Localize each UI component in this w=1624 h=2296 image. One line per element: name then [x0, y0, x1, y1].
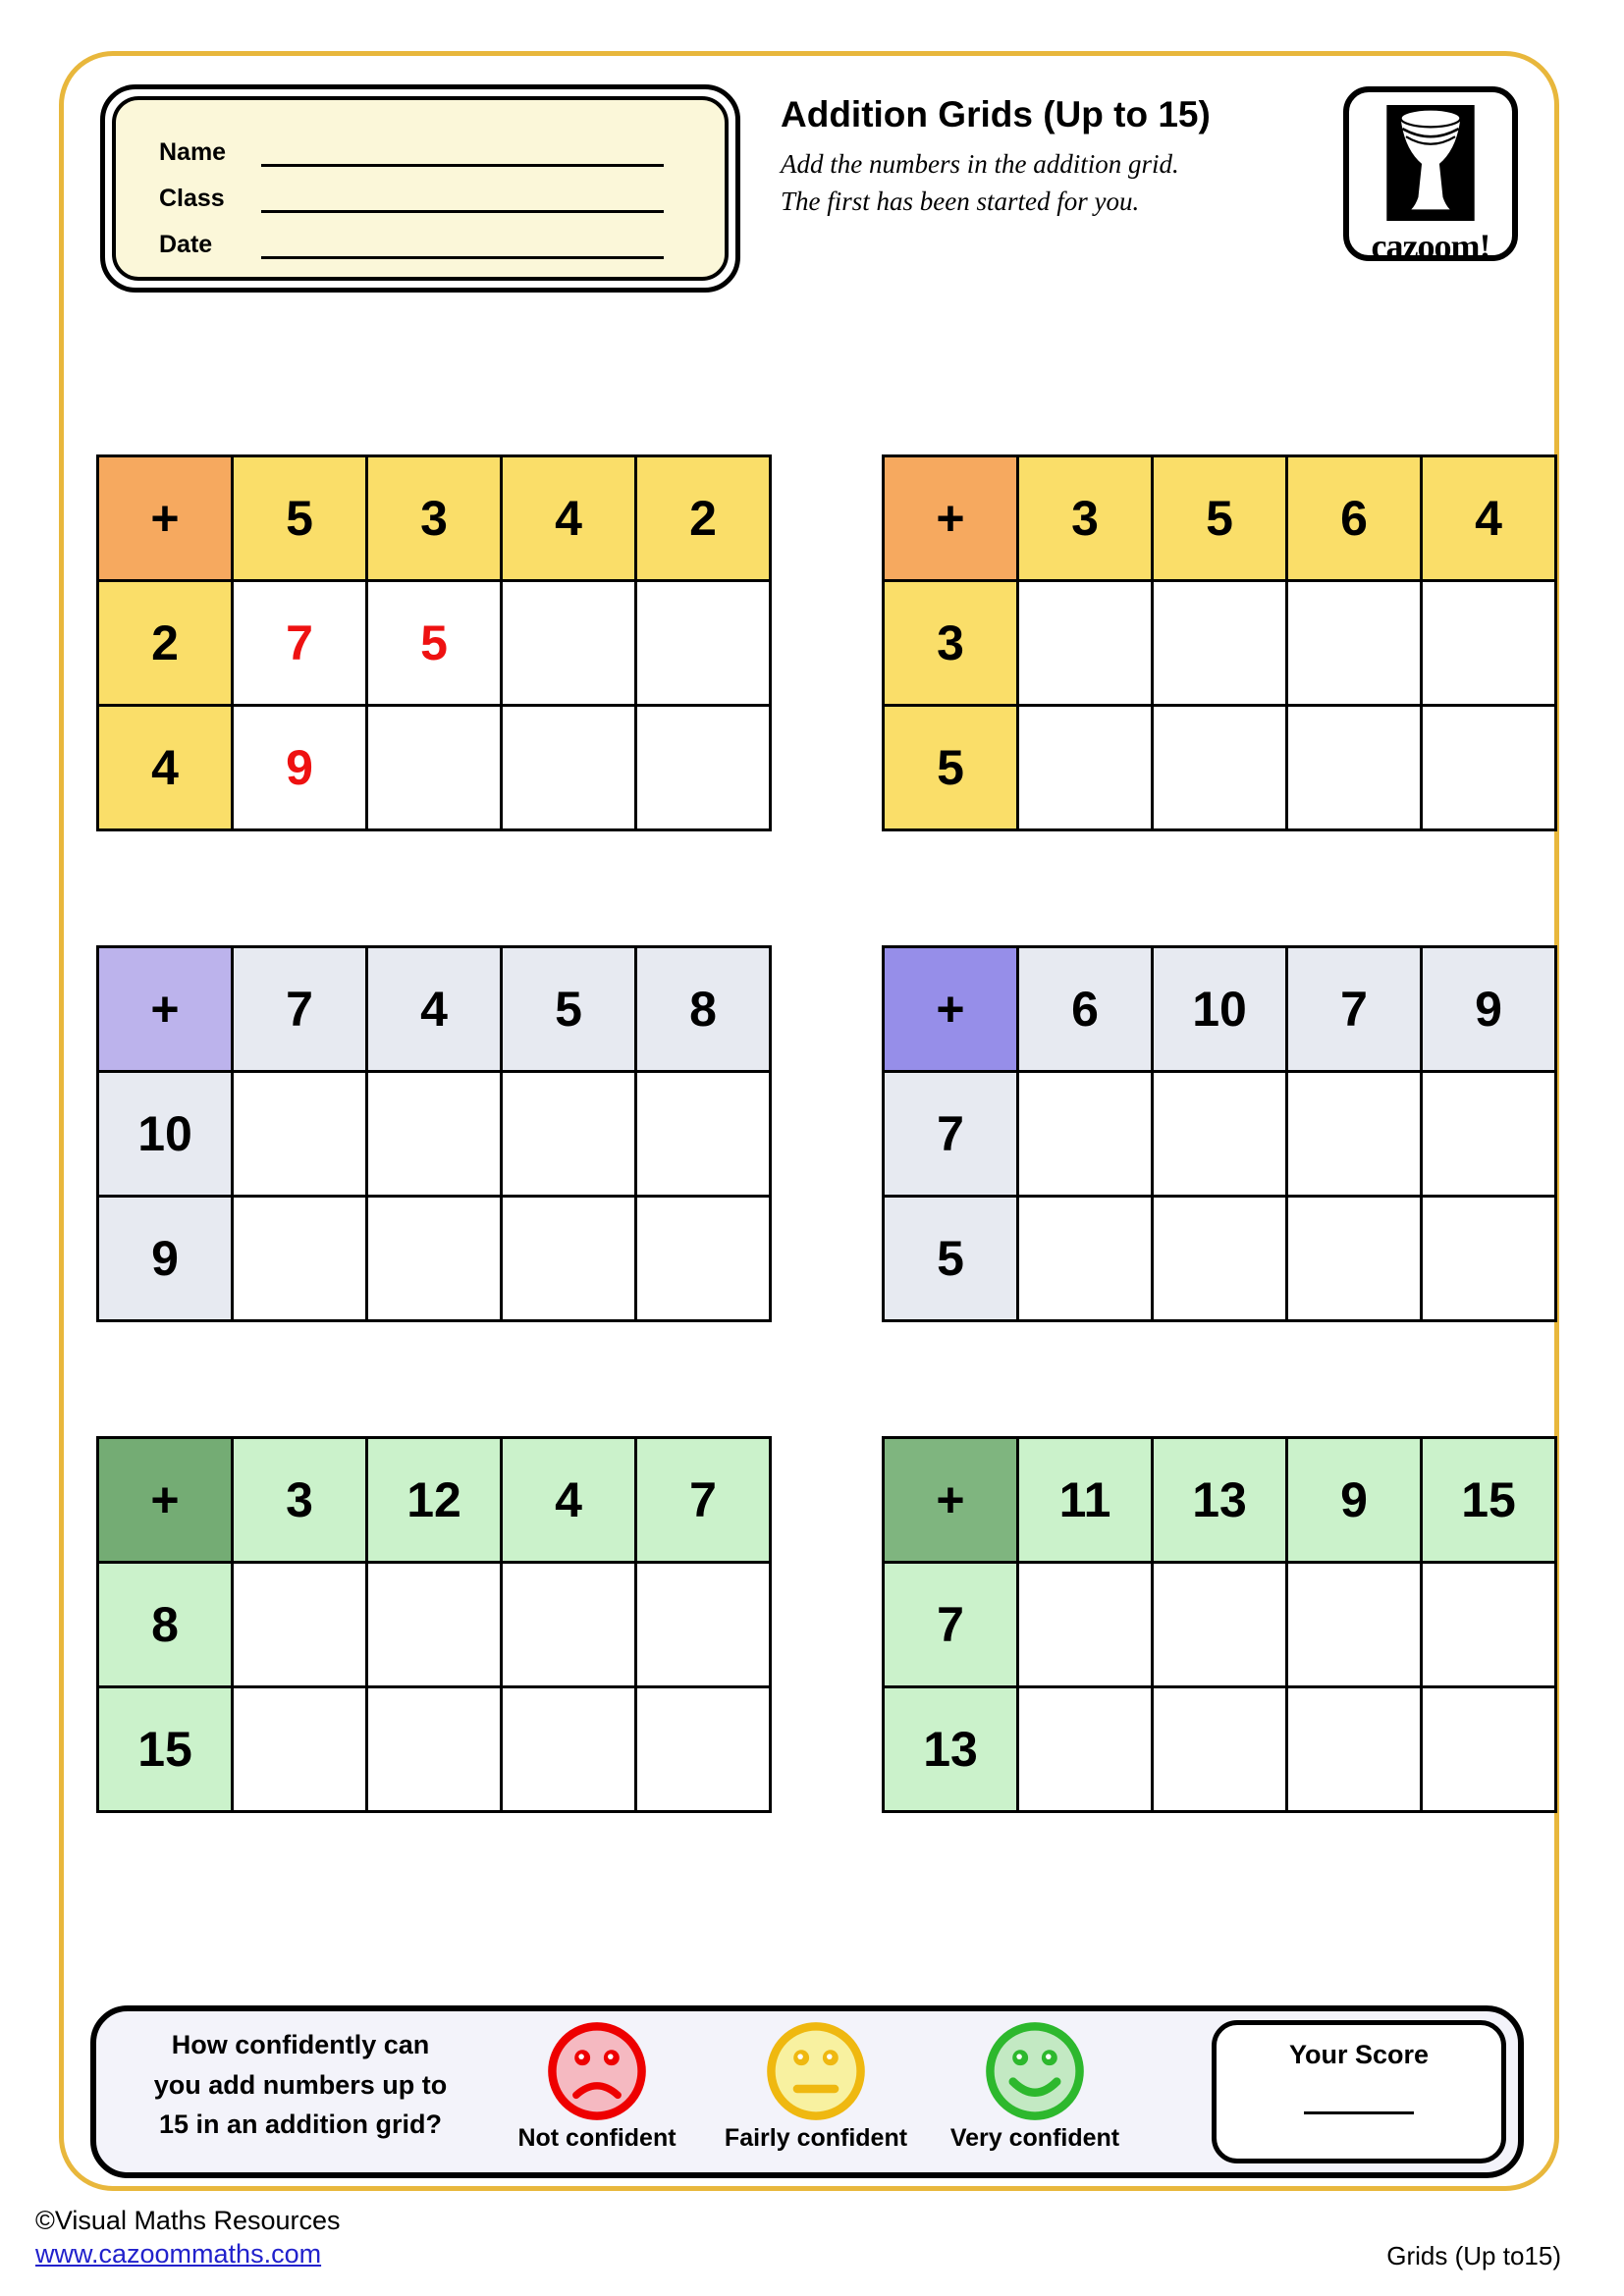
instructions	[781, 145, 1336, 221]
grid-empty-cell[interactable]	[636, 1197, 771, 1321]
grid-operator-cell: +	[884, 456, 1018, 581]
date-label: Date	[159, 231, 213, 258]
grid-column-header: 5	[233, 456, 367, 581]
grid-column-header: 9	[1422, 947, 1556, 1072]
grid-empty-cell[interactable]	[367, 1072, 502, 1197]
grid-row-header: 5	[884, 706, 1018, 830]
grid-operator-cell: +	[884, 947, 1018, 1072]
class-write-line[interactable]	[261, 181, 664, 213]
grid-empty-cell[interactable]	[367, 1563, 502, 1687]
grid-row-header: 13	[884, 1687, 1018, 1812]
grid-column-header: 11	[1018, 1438, 1153, 1563]
grid-empty-cell[interactable]	[1153, 1072, 1287, 1197]
grid-column-header: 6	[1287, 456, 1422, 581]
confidence-question-line-3: 15 in an addition grid?	[158, 2109, 442, 2139]
grid-empty-cell[interactable]	[1287, 1563, 1422, 1687]
grid-column-header: 9	[1287, 1438, 1422, 1563]
instruction-line-2: The first has been started for you.	[781, 187, 1140, 217]
title-block	[781, 94, 1336, 221]
sad-face-icon	[545, 2019, 649, 2123]
grid-operator-cell: +	[98, 947, 233, 1072]
grid-row-header: 10	[98, 1072, 233, 1197]
grid-empty-cell[interactable]	[1153, 1687, 1287, 1812]
grid-column-header: 4	[1422, 456, 1556, 581]
grid-empty-cell[interactable]	[1153, 706, 1287, 830]
addition-grid-5	[96, 1436, 772, 1813]
grid-empty-cell[interactable]	[1153, 1563, 1287, 1687]
addition-grid-table	[96, 945, 772, 1322]
grid-row-header: 7	[884, 1072, 1018, 1197]
neutral-face-icon	[764, 2019, 868, 2123]
class-row	[159, 170, 725, 213]
addition-grid-table	[882, 945, 1557, 1322]
confidence-question-line-1: How confidently can	[171, 2030, 430, 2059]
grid-column-header: 4	[502, 1438, 636, 1563]
grid-empty-cell[interactable]	[636, 706, 771, 830]
grid-operator-cell: +	[98, 1438, 233, 1563]
addition-grid-3	[96, 945, 772, 1322]
grid-empty-cell[interactable]	[1422, 581, 1556, 706]
grid-empty-cell[interactable]	[233, 1563, 367, 1687]
grid-column-header: 4	[502, 456, 636, 581]
grid-empty-cell[interactable]	[1422, 1687, 1556, 1812]
confidence-option-very-confident[interactable]	[929, 2019, 1141, 2153]
grid-empty-cell[interactable]	[367, 1687, 502, 1812]
happy-face-icon	[983, 2019, 1087, 2123]
grid-empty-cell[interactable]	[502, 581, 636, 706]
grid-row-header: 5	[884, 1197, 1018, 1321]
name-label: Name	[159, 138, 227, 166]
date-write-line[interactable]	[261, 227, 664, 259]
grid-row-header: 15	[98, 1687, 233, 1812]
grid-empty-cell[interactable]	[502, 1072, 636, 1197]
logo-text: cazoom!	[1371, 227, 1490, 266]
grid-empty-cell[interactable]	[1422, 706, 1556, 830]
grid-empty-cell[interactable]	[233, 1687, 367, 1812]
confidence-option-fairly-confident[interactable]	[710, 2019, 922, 2153]
addition-grid-4	[882, 945, 1557, 1322]
grid-row-header: 7	[884, 1563, 1018, 1687]
addition-grid-table	[96, 454, 772, 831]
grid-empty-cell[interactable]	[367, 706, 502, 830]
grid-empty-cell[interactable]	[1153, 1197, 1287, 1321]
grid-column-header: 3	[233, 1438, 367, 1563]
grid-empty-cell[interactable]	[502, 1687, 636, 1812]
option-label-fairly-confident: Fairly confident	[724, 2124, 908, 2152]
grid-empty-cell[interactable]	[1018, 1197, 1153, 1321]
grid-column-header: 3	[1018, 456, 1153, 581]
grid-column-header: 5	[502, 947, 636, 1072]
grid-answer-cell[interactable]: 9	[233, 706, 367, 830]
grid-empty-cell[interactable]	[233, 1197, 367, 1321]
grid-empty-cell[interactable]	[1422, 1072, 1556, 1197]
grid-empty-cell[interactable]	[1287, 706, 1422, 830]
confidence-bar	[90, 2005, 1524, 2178]
grid-empty-cell[interactable]	[636, 1563, 771, 1687]
confidence-question-line-2: you add numbers up to	[153, 2069, 448, 2100]
option-label-not-confident: Not confident	[517, 2124, 677, 2152]
grid-empty-cell[interactable]	[502, 1563, 636, 1687]
grid-empty-cell[interactable]	[636, 1072, 771, 1197]
grid-empty-cell[interactable]	[1422, 1563, 1556, 1687]
student-info-box-inner	[112, 96, 729, 281]
grid-empty-cell[interactable]	[1287, 1687, 1422, 1812]
addition-grid-1	[96, 454, 772, 831]
addition-grid-table	[882, 1436, 1557, 1813]
grid-column-header: 7	[1287, 947, 1422, 1072]
grid-empty-cell[interactable]	[502, 706, 636, 830]
grid-operator-cell: +	[98, 456, 233, 581]
confidence-question	[118, 2025, 483, 2145]
grid-empty-cell[interactable]	[1287, 581, 1422, 706]
grid-column-header: 13	[1153, 1438, 1287, 1563]
grid-empty-cell[interactable]	[1287, 1072, 1422, 1197]
grid-empty-cell[interactable]	[1018, 581, 1153, 706]
grid-column-header: 12	[367, 1438, 502, 1563]
grid-column-header: 8	[636, 947, 771, 1072]
cazoom-logo	[1343, 86, 1518, 266]
grid-answer-cell[interactable]: 5	[367, 581, 502, 706]
grid-empty-cell[interactable]	[1018, 1072, 1153, 1197]
grid-column-header: 2	[636, 456, 771, 581]
grid-row-header: 3	[884, 581, 1018, 706]
grid-row-header: 2	[98, 581, 233, 706]
instruction-line-1: Add the numbers in the addition grid.	[781, 149, 1179, 179]
student-info-box	[100, 84, 740, 293]
grid-empty-cell[interactable]	[1287, 1197, 1422, 1321]
grid-empty-cell[interactable]	[1153, 581, 1287, 706]
grid-column-header: 5	[1153, 456, 1287, 581]
grid-empty-cell[interactable]	[502, 1197, 636, 1321]
page-title: Addition Grids (Up to 15)	[781, 94, 1211, 134]
confidence-option-not-confident[interactable]	[491, 2019, 703, 2153]
grid-empty-cell[interactable]	[1018, 1563, 1153, 1687]
score-box	[1212, 2020, 1506, 2163]
grid-column-header: 15	[1422, 1438, 1556, 1563]
score-write-line[interactable]	[1304, 2070, 1414, 2114]
grid-empty-cell[interactable]	[367, 1197, 502, 1321]
footer-page-reference: Grids (Up to15)	[1386, 2241, 1561, 2270]
grid-column-header: 10	[1153, 947, 1287, 1072]
footer-copyright: ©Visual Maths Resources	[35, 2206, 341, 2235]
confidence-options	[491, 2019, 1141, 2153]
score-title: Your Score	[1288, 2040, 1430, 2069]
class-label: Class	[159, 185, 225, 212]
grid-column-header: 3	[367, 456, 502, 581]
grid-column-header: 7	[233, 947, 367, 1072]
addition-grid-6	[882, 1436, 1557, 1813]
grid-empty-cell[interactable]	[1018, 1687, 1153, 1812]
addition-grid-table	[882, 454, 1557, 831]
addition-grid-table	[96, 1436, 772, 1813]
name-write-line[interactable]	[261, 134, 664, 167]
grid-column-header: 7	[636, 1438, 771, 1563]
grid-empty-cell[interactable]	[636, 1687, 771, 1812]
grid-empty-cell[interactable]	[233, 1072, 367, 1197]
addition-grid-2	[882, 454, 1557, 831]
grid-empty-cell[interactable]	[1422, 1197, 1556, 1321]
grid-row-header: 8	[98, 1563, 233, 1687]
grid-empty-cell[interactable]	[636, 581, 771, 706]
grid-row-header: 9	[98, 1197, 233, 1321]
grid-operator-cell: +	[884, 1438, 1018, 1563]
date-row	[159, 216, 725, 259]
grid-column-header: 6	[1018, 947, 1153, 1072]
grid-row-header: 4	[98, 706, 233, 830]
grid-column-header: 4	[367, 947, 502, 1072]
option-label-very-confident: Very confident	[949, 2124, 1120, 2152]
djembe-drum-icon	[1385, 105, 1476, 226]
grid-answer-cell[interactable]: 7	[233, 581, 367, 706]
grid-empty-cell[interactable]	[1018, 706, 1153, 830]
footer-website-link[interactable]: www.cazoommaths.com	[35, 2239, 322, 2269]
name-row	[159, 124, 725, 167]
